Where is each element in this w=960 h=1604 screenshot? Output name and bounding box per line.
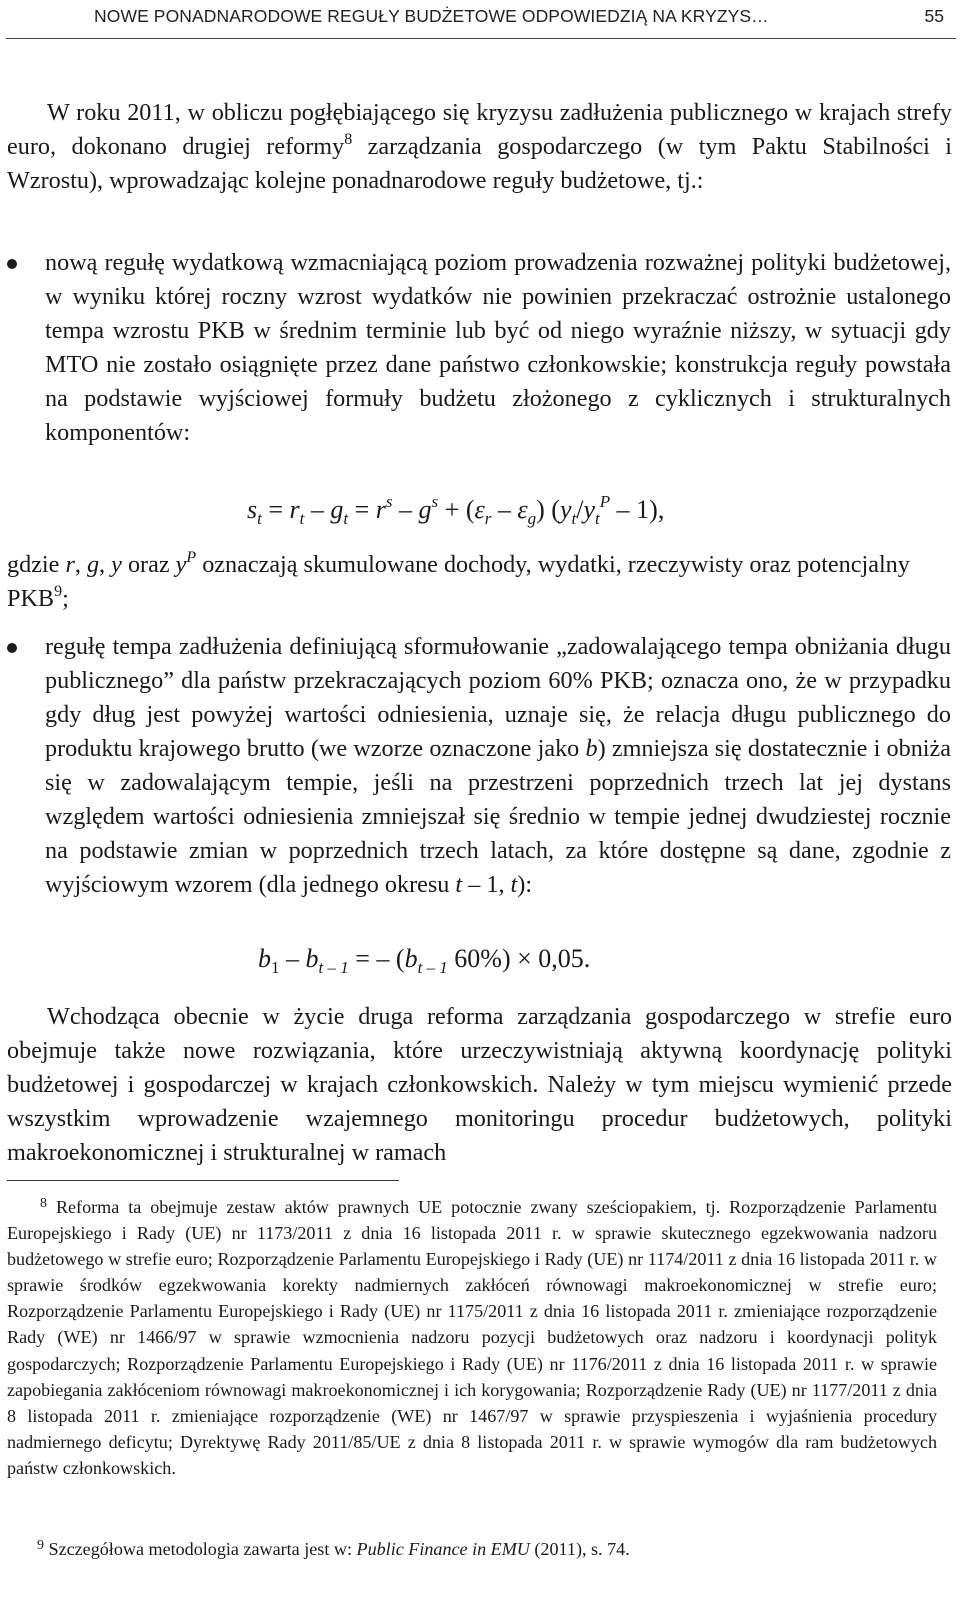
formula-budget-components: $s_t = r_t - g_t = r^s - g^s + (\varepsilon_r - \varepsilon_g)$ $(y_t/y_t^P - 1)$, bbox=[247, 492, 665, 528]
formula-legend: gdzie r, g, y oraz $y^P$ oznaczają skumulowane dochody, wydatki, rzeczywisty oraz potencjalny PKB$^9$; bbox=[7, 549, 910, 612]
footnote-rule bbox=[7, 1180, 399, 1181]
footnote-ref-9: 9 bbox=[54, 583, 63, 600]
footnote-text: Reforma ta obejmuje zestaw aktów prawnych UE potocznie zwany sześciopakiem, tj. Rozporządzenie Parlamentu Europejskiego i Rady (UE) nr 1173/2011 z dnia 16 listopada 2011 r. w sprawie skutecznego egzekwowania nadzoru budżetowego w strefie euro; Rozporządzenie Parlamentu Europejskiego i Rady (UE) nr 1174/2011 z dnia 16 listopada 2011 r. w sprawie środków egzekwowania korekty nadmiernych zakłóceń równowagi makroekonomicznej w strefie euro; Rozporządzenie Parlamentu Europejskiego i Rady (UE) nr 1175/2011 z dnia 16 listopada 2011 r. zmieniające rozporządzenie Rady (WE) nr 1466/97 w sprawie wzmocnienia nadzoru pozycji budżetowych oraz nadzoru i koordynacji polityk gospodarczych; Rozporządzenie Parlamentu Europejskiego i Rady (UE) nr 1176/2011 z dnia 16 listopada 2011 r. w sprawie zapobiegania zakłóceniom równowagi makroekonomicznej i ich korygowania; Rozporządzenie Rady (UE) nr 1177/2011 z dnia 8 listopada 2011 r. zmieniające rozporządzenie (WE) nr 1467/97 w sprawie przyspieszenia i wyjaśnienia procedury nadmiernego deficytu; Dyrektywę Rady 2011/85/UE z dnia 8 listopada 2011 r. w sprawie wymogów dla ram budżetowych państw członkowskich. bbox=[7, 1197, 937, 1478]
cited-title: Public Finance in EMU bbox=[356, 1539, 530, 1559]
intro-paragraph bbox=[7, 96, 952, 198]
footnote-ref-8: 8 bbox=[344, 131, 353, 148]
intro-text-1: W roku 2011, w obliczu pogłębiającego się kryzysu zadłużenia publicznego w krajach strefy euro, dokonano drugiej reformy bbox=[7, 99, 952, 160]
intro-text-2: zarządzania gospodarczego (w tym Paktu Stabilności i Wzrostu), wprowadzając kolejne ponadnarodowe reguły budżetowe, tj.: bbox=[7, 133, 952, 194]
page-number: 55 bbox=[924, 6, 944, 26]
footnote-9: $^9$ Szczegółowa metodologia zawarta jest w: Public Finance in EMU (2011), s. 74. bbox=[37, 1538, 630, 1559]
body-paragraph: Wchodząca obecnie w życie druga reforma zarządzania gospodarczego w strefie euro obejmuje także nowe rozwiązania, które urzeczywistniają aktywną koordynację polityki budżetowej i gospodarczej w krajach członkowskich. Należy w tym miejscu wymienić przede wszystkim wprowadzenie wzajemnego monitoringu procedur budżetowych, polityki makroekonomicznej i strukturalnej w ramach bbox=[7, 1003, 952, 1166]
bullet-dot bbox=[7, 259, 17, 269]
footnote-number: 8 bbox=[40, 1196, 47, 1211]
running-header bbox=[0, 0, 960, 44]
bullet-text: regułę tempa zadłużenia definiującą sformułowanie „zadowalającego tempa obniżania długu publicznego” dla państw przekraczających poziom 60% PKB; oznacza ono, że w przypadku gdy dług jest powyżej wartości odniesienia, uznaje się, że relacja długu publicznego do produktu krajowego brutto (we wzorze oznaczone jako b) zmniejsza się dostatecznie i obniża się w zadowalającym tempie, jeśli na przestrzeni poprzednich trzech lat jej dystans względem wartości odniesienia zmniejszał się średnio w tempie jednej dwudziestej rocznie na podstawie zmian w poprzednich trzech latach, za które dostępne są dane, zgodnie z wyjściowym wzorem (dla jednego okresu t – 1, t): bbox=[45, 633, 951, 898]
footnote-number: 9 bbox=[37, 1538, 44, 1553]
footnote-8 bbox=[7, 1194, 937, 1481]
bullet-dot bbox=[7, 643, 17, 653]
formula-debt-reduction: $b_1 - b_{t - 1}$ = – ($b_{t - 1}$ 60%) × 0,05. bbox=[258, 944, 591, 977]
bullet-text: nową regułę wydatkową wzmacniającą poziom prowadzenia rozważnej polityki budżetowej, w wyniku której roczny wzrost wydatków nie powinien przekraczać ostrożnie ustalonego tempa wzrostu PKB w średnim terminie lub być od niego wyraźnie niższy, w sytuacji gdy MTO nie zostało osiągnięte przez dane państwo członkowskie; konstrukcja reguły powstała na podstawie wyjściowej formuły budżetu złożonego z cyklicznych i strukturalnych komponentów: bbox=[45, 249, 951, 446]
header-rule bbox=[6, 38, 956, 39]
running-header-title: NOWE PONADNARODOWE REGUŁY BUDŻETOWE ODPOWIEDZIĄ NA KRYZYS… bbox=[94, 6, 769, 26]
